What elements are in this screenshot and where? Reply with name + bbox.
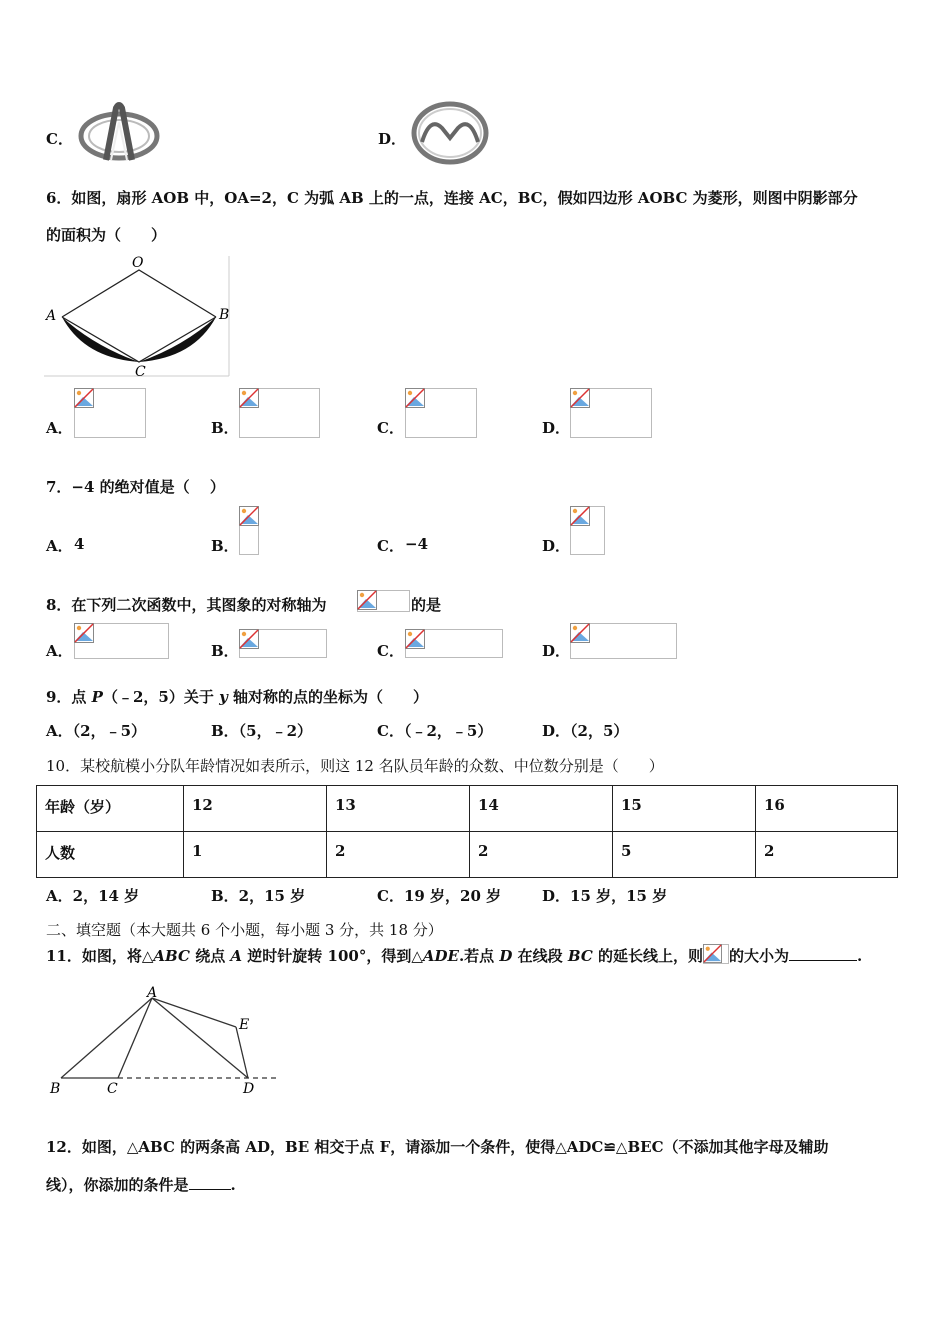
broken-image-icon [570,388,590,408]
q6-label-o: O [132,255,144,271]
q9-option-d: D．（2，5） [542,722,629,740]
q10-option-a: A．2，14 岁 [46,887,140,905]
q7-option-b-label: B． [211,537,239,555]
q11-triangle-abc: ABC [153,947,190,965]
q6-label-c: C [135,364,146,378]
q11-label-a: A [147,985,158,1001]
q12-stem-line2 [46,1174,236,1195]
q9-stem [46,686,428,707]
q7-option-c-label: C． [377,537,404,555]
q11-segment-bc: BC [567,947,593,965]
table-cell: 1 [184,832,327,878]
q7-option-d-image-placeholder [570,506,605,555]
broken-image-icon [239,506,259,526]
q6-option-a-label: A． [46,419,73,437]
q8-stem-after: 的是 [411,596,442,614]
q10-option-d: D．15 岁，15 岁 [542,887,668,905]
q11-label-d: D [243,1081,255,1097]
q8-option-a-image-placeholder [74,623,169,659]
table-cell: 5 [613,832,756,878]
table-cell: 人数 [37,832,184,878]
q6-option-c-image-placeholder [405,388,477,438]
q11-stem-end: . [857,947,863,965]
table-row [37,786,898,832]
q8-option-b-label: B． [211,642,239,660]
q11-stem [46,944,862,966]
q8-option-a-label: A． [46,642,73,660]
q11-figure [46,984,286,1099]
q6-figure [44,254,232,378]
q6-option-c-label: C． [377,419,404,437]
q11-label-b: B [50,1081,61,1097]
q12-answer-blank[interactable] [189,1175,231,1190]
table-row [37,832,898,878]
q11-label-c: C [107,1081,118,1097]
q12-stem-line1: 12．如图，△ABC 的两条高 AD，BE 相交于点 F，请添加一个条件，使得△ADC≌△BEC（不添加其他字母及辅助 [46,1138,829,1156]
q9-stem-point: P [91,688,103,706]
q6-option-b-label: B． [211,419,239,437]
q11-triangle-ade: ADE [422,947,459,965]
q7-option-c-text: −4 [405,535,429,553]
broken-image-icon [405,388,425,408]
q11-label-e: E [239,1017,250,1033]
q9-option-c: C．（﹣2，﹣5） [377,722,493,740]
q12-stem-part: 线），你添加的条件是 [46,1176,189,1194]
q11-point-a: A [230,947,243,965]
table-cell: 2 [470,832,613,878]
broken-image-icon [570,623,590,643]
q7-option-b-image-placeholder [239,506,259,555]
table-cell: 14 [470,786,613,832]
q10-stem: 10．某校航模小分队年龄情况如表所示，则这 12 名队员年龄的众数、中位数分别是（ ） [46,757,664,775]
q11-stem-part: 的大小为 [729,947,790,965]
q6-option-d-image-placeholder [570,388,652,438]
q11-stem-part: .若点 [458,947,500,965]
q7-stem: 7．−4 的绝对值是（ ） [46,478,225,496]
q7-option-a-text: 4 [74,535,85,553]
q8-option-d-image-placeholder [570,623,677,659]
broken-image-icon [239,629,259,649]
q11-stem-part: 绕点 [189,947,231,965]
broken-image-icon [570,506,590,526]
q7-option-d-label: D． [542,537,571,555]
q6-label-a: A [46,308,57,324]
table-cell: 年龄（岁） [37,786,184,832]
q6-option-a-image-placeholder [74,388,146,438]
q5-option-d-label: D． [378,130,407,148]
q9-stem-end: 轴对称的点的坐标为（ ） [227,688,429,706]
table-cell: 13 [327,786,470,832]
q8-option-c-image-placeholder [405,629,503,658]
table-cell: 12 [184,786,327,832]
q8-stem-before: 8．在下列二次函数中，其图象的对称轴为 [46,596,327,614]
q10-option-c: C．19 岁，20 岁 [377,887,502,905]
q5-option-c-label: C． [46,130,73,148]
q9-option-b: B．（5，﹣2） [211,722,313,740]
q7-option-a-label: A． [46,537,73,555]
q11-inline-image-placeholder [703,944,729,964]
broken-image-icon [405,629,425,649]
q9-stem-mid: （﹣2，5）关于 [102,688,220,706]
q11-answer-blank[interactable] [789,946,857,961]
table-cell: 2 [756,832,898,878]
q8-option-c-label: C． [377,642,404,660]
q6-stem-line1: 6．如图，扇形 AOB 中，OA=2，C 为弧 AB 上的一点，连接 AC，BC，假如四边形 AOBC 为菱形，则图中阴影部分 [46,189,858,207]
car-logo-d-image [410,100,490,166]
q6-option-d-label: D． [542,419,571,437]
table-cell: 2 [327,832,470,878]
q11-stem-part: 逆时针旋转 100°，得到△ [242,947,423,965]
broken-image-icon [357,590,377,610]
q11-point-d: D [499,947,513,965]
q11-stem-part: 11．如图，将△ [46,947,154,965]
table-cell: 16 [756,786,898,832]
q11-stem-part: 的延长线上，则 [592,947,704,965]
broken-image-icon [74,623,94,643]
table-cell: 15 [613,786,756,832]
broken-image-icon [239,388,259,408]
broken-image-icon [74,388,94,408]
q6-option-b-image-placeholder [239,388,320,438]
q9-option-a: A．（2，﹣5） [46,722,147,740]
q6-label-b: B [219,307,230,323]
q9-stem-axis: y [219,688,228,706]
q9-stem-num: 9．点 [46,688,92,706]
section-heading: 二、填空题（本大题共 6 个小题，每小题 3 分，共 18 分） [46,921,443,939]
q10-age-table [36,785,898,878]
car-logo-c-image [78,100,160,166]
q8-option-b-image-placeholder [239,629,327,658]
q11-stem-part: 在线段 [512,947,568,965]
broken-image-icon [703,944,722,963]
q12-stem-end: . [230,1176,236,1194]
q8-option-d-label: D． [542,642,571,660]
q6-stem-line2: 的面积为（ ） [46,226,167,244]
q10-option-b: B．2，15 岁 [211,887,306,905]
q8-stem-image-placeholder [357,590,410,612]
